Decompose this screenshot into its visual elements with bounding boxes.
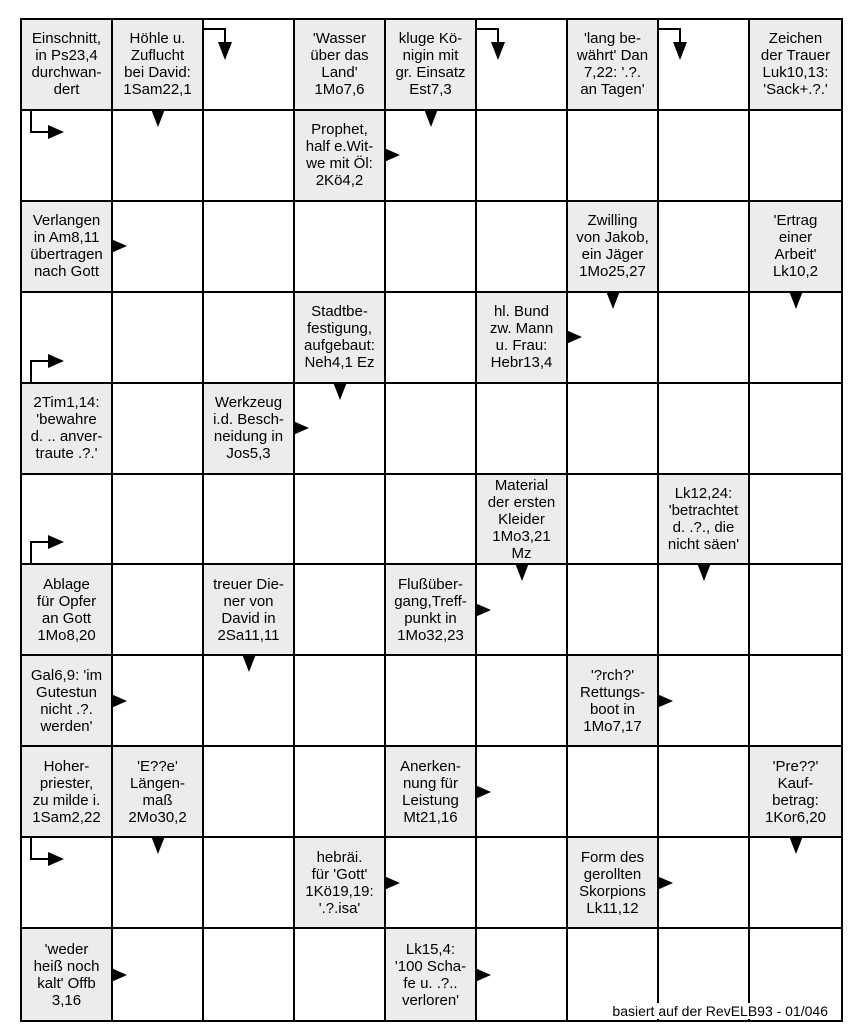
arrow-up-right-icon (30, 533, 70, 563)
source-footer: basiert auf der RevELB93 - 01/046 (609, 1003, 831, 1019)
answer-cell[interactable] (477, 656, 568, 747)
clue-cell (22, 20, 113, 111)
arrow-right-icon (111, 968, 127, 982)
clue-text: Flußüber- gang,Treff- punkt in 1Mo32,23 (394, 575, 467, 644)
answer-cell[interactable] (204, 747, 295, 838)
arrow-right-icon (475, 603, 491, 617)
answer-cell[interactable] (295, 565, 386, 656)
answer-cell[interactable] (386, 202, 477, 293)
answer-cell[interactable] (750, 384, 841, 475)
clue-text: Werkzeug i.d. Besch- neidung in Jos5,3 (213, 394, 284, 463)
clue-text: '?rch?' Rettungs- boot in 1Mo7,17 (579, 666, 646, 735)
arrow-right-icon (384, 876, 400, 890)
arrow-down-right-icon (30, 111, 70, 141)
answer-cell[interactable] (204, 475, 295, 566)
clue-text: Form des gerollten Skorpions Lk11,12 (579, 848, 646, 917)
arrow-down-icon (333, 382, 347, 400)
answer-cell[interactable] (22, 111, 113, 202)
clue-cell (22, 202, 113, 293)
clue-text: 'weder heiß noch kalt' Offb 3,16 (33, 940, 100, 1009)
clue-cell (204, 565, 295, 656)
answer-cell[interactable] (295, 929, 386, 1020)
clue-cell (295, 111, 386, 202)
arrow-down-icon (515, 563, 529, 581)
clue-cell (750, 20, 841, 111)
answer-cell[interactable] (568, 565, 659, 656)
arrow-left-down-icon (204, 28, 244, 68)
clue-cell (386, 929, 477, 1020)
answer-cell[interactable] (295, 656, 386, 747)
arrow-right-icon (475, 785, 491, 799)
clue-cell (386, 565, 477, 656)
clue-text: Ablage für Opfer an Gott 1Mo8,20 (36, 575, 97, 644)
clue-text: Lk15,4: '100 Scha- fe u. .?.. verloren' (394, 940, 467, 1009)
answer-cell[interactable] (659, 384, 750, 475)
answer-cell[interactable] (204, 838, 295, 929)
clue-text: Zwilling von Jakob, ein Jäger 1Mo25,27 (576, 212, 649, 281)
answer-cell[interactable] (659, 20, 750, 111)
clue-text: Verlangen in Am8,11 übertragen nach Gott (30, 212, 103, 281)
clue-text: treuer Die- ner von David in 2Sa11,11 (213, 575, 284, 644)
arrow-down-icon (151, 836, 165, 854)
answer-cell[interactable] (386, 384, 477, 475)
clue-cell (295, 293, 386, 384)
answer-cell[interactable] (477, 384, 568, 475)
arrow-right-icon (657, 876, 673, 890)
answer-cell[interactable] (750, 565, 841, 656)
arrow-right-icon (293, 421, 309, 435)
clue-cell (386, 747, 477, 838)
answer-cell[interactable] (659, 747, 750, 838)
answer-cell[interactable] (659, 111, 750, 202)
arrow-down-icon (697, 563, 711, 581)
answer-cell[interactable] (659, 202, 750, 293)
clue-text: hl. Bund zw. Mann u. Frau: Hebr13,4 (489, 303, 554, 372)
answer-cell[interactable] (113, 384, 204, 475)
clue-cell (113, 747, 204, 838)
answer-cell[interactable] (204, 111, 295, 202)
clue-cell (22, 565, 113, 656)
answer-cell[interactable] (568, 384, 659, 475)
answer-cell[interactable] (659, 293, 750, 384)
clue-cell (750, 747, 841, 838)
arrow-left-down-icon (477, 28, 517, 68)
clue-cell (113, 20, 204, 111)
clue-cell (295, 20, 386, 111)
clue-cell (659, 475, 750, 566)
clue-cell (750, 202, 841, 293)
arrow-down-icon (424, 109, 438, 127)
crossword-grid (20, 18, 843, 1022)
clue-text: Hoher- priester, zu milde i. 1Sam2,22 (32, 757, 101, 826)
clue-cell (568, 20, 659, 111)
answer-cell[interactable] (204, 20, 295, 111)
clue-text: Anerken- nung für Leistung Mt21,16 (400, 757, 461, 826)
clue-text: 'Wasser über das Land' 1Mo7,6 (310, 30, 369, 99)
arrow-down-icon (789, 836, 803, 854)
clue-text: Höhle u. Zuflucht bei David: 1Sam22,1 (123, 30, 192, 99)
arrow-down-icon (789, 291, 803, 309)
answer-cell[interactable] (113, 565, 204, 656)
answer-cell[interactable] (22, 475, 113, 566)
clue-text: 'Ertrag einer Arbeit' Lk10,2 (772, 212, 819, 281)
clue-text: 'Pre??' Kauf- betrag: 1Kor6,20 (765, 757, 826, 826)
clue-text: 'E??e' Längen- maß 2Mo30,2 (128, 757, 187, 826)
arrow-left-down-icon (659, 28, 699, 68)
clue-text: Einschnitt, in Ps23,4 durchwan- dert (31, 30, 102, 99)
clue-text: Zeichen der Trauer Luk10,13: 'Sack+.?.' (760, 30, 831, 99)
answer-cell[interactable] (477, 111, 568, 202)
answer-cell[interactable] (204, 293, 295, 384)
answer-cell[interactable] (295, 202, 386, 293)
clue-cell (477, 293, 568, 384)
arrow-right-icon (657, 694, 673, 708)
clue-cell (22, 929, 113, 1020)
clue-text: 'lang be- währt' Dan 7,22: '.?. an Tagen' (576, 30, 649, 99)
answer-cell[interactable] (386, 475, 477, 566)
clue-cell (295, 838, 386, 929)
clue-cell (568, 656, 659, 747)
arrow-down-icon (151, 109, 165, 127)
answer-cell[interactable] (386, 293, 477, 384)
answer-cell[interactable] (477, 20, 568, 111)
clue-text: Gal6,9: 'im Gutestun nicht .?. werden' (30, 666, 103, 735)
answer-cell[interactable] (477, 838, 568, 929)
arrow-down-icon (242, 654, 256, 672)
answer-cell[interactable] (568, 747, 659, 838)
clue-cell (22, 384, 113, 475)
clue-text: Material der ersten Kleider 1Mo3,21 Mz (487, 476, 556, 562)
arrow-down-right-icon (30, 838, 70, 868)
clue-text: hebräi. für 'Gott' 1Kö19,19: '.?.isa' (305, 848, 374, 917)
arrow-down-icon (606, 291, 620, 309)
answer-cell[interactable] (22, 293, 113, 384)
arrow-right-icon (566, 330, 582, 344)
answer-cell[interactable] (22, 838, 113, 929)
answer-cell[interactable] (204, 929, 295, 1020)
answer-cell[interactable] (386, 656, 477, 747)
clue-text: 2Tim1,14: 'bewahre d. .. anver- traute .?.' (30, 394, 103, 463)
answer-cell[interactable] (113, 475, 204, 566)
clue-cell (568, 202, 659, 293)
answer-cell[interactable] (750, 111, 841, 202)
clue-text: kluge Kö- nigin mit gr. Einsatz Est7,3 (395, 30, 466, 99)
answer-cell[interactable] (750, 656, 841, 747)
answer-cell[interactable] (295, 747, 386, 838)
answer-cell[interactable] (295, 475, 386, 566)
answer-cell[interactable] (113, 293, 204, 384)
answer-cell[interactable] (204, 202, 295, 293)
answer-cell[interactable] (568, 111, 659, 202)
arrow-right-icon (384, 148, 400, 162)
answer-cell[interactable] (568, 475, 659, 566)
arrow-right-icon (111, 694, 127, 708)
clue-cell (386, 20, 477, 111)
clue-text: Prophet, half e.Wit- we mit Öl: 2Kö4,2 (305, 121, 374, 190)
clue-cell (568, 838, 659, 929)
clue-text: Lk12,24: 'betrachtet d. .?., die nicht säen' (667, 484, 740, 553)
arrow-up-right-icon (30, 352, 70, 382)
answer-cell[interactable] (477, 202, 568, 293)
answer-cell[interactable] (750, 475, 841, 566)
arrow-right-icon (111, 239, 127, 253)
clue-cell (477, 475, 568, 566)
clue-cell (204, 384, 295, 475)
arrow-right-icon (475, 968, 491, 982)
clue-text: Stadtbe- festigung, aufgebaut: Neh4,1 Ez (304, 303, 375, 372)
clue-cell (22, 656, 113, 747)
clue-cell (22, 747, 113, 838)
